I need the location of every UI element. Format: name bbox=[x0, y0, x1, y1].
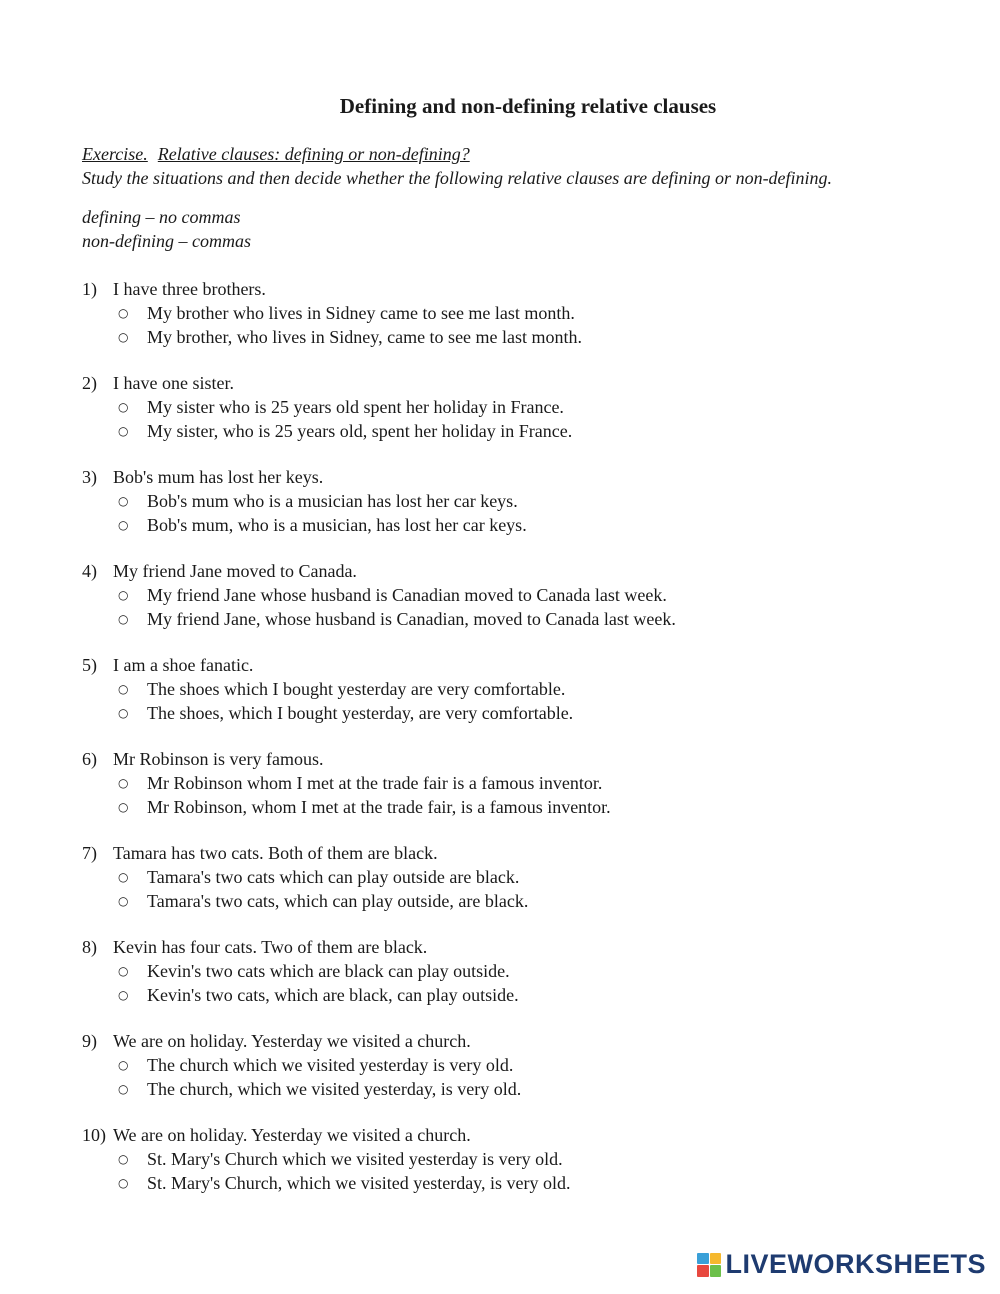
exercise-item-5 bbox=[82, 653, 982, 725]
option-defining[interactable] bbox=[82, 583, 982, 607]
page-title: Defining and non-defining relative clauses bbox=[339, 94, 717, 118]
bullet-circle-icon: ○ bbox=[118, 1082, 129, 1096]
bullet-circle-icon: ○ bbox=[118, 776, 129, 790]
bullet-circle-icon: ○ bbox=[118, 306, 129, 320]
item-number: 7) bbox=[82, 843, 97, 863]
exercise-item-1 bbox=[82, 277, 982, 349]
option-non-defining[interactable] bbox=[82, 795, 982, 819]
bullet-circle-icon: ○ bbox=[118, 518, 129, 532]
bullet-circle-icon: ○ bbox=[118, 400, 129, 414]
option-defining[interactable] bbox=[82, 1053, 982, 1077]
exercise-label: Exercise. bbox=[82, 144, 148, 164]
exercise-item-9 bbox=[82, 1029, 982, 1101]
brand-name: LIVEWORKSHEETS bbox=[725, 1249, 986, 1279]
item-situation: I am a shoe fanatic. bbox=[113, 655, 254, 675]
logo-square-yellow bbox=[710, 1253, 722, 1265]
bullet-circle-icon: ○ bbox=[118, 588, 129, 602]
option-text: St. Mary's Church which we visited yesterday is very old. bbox=[147, 1149, 563, 1169]
option-non-defining[interactable] bbox=[82, 1171, 982, 1195]
option-text: Mr Robinson whom I met at the trade fair is a famous inventor. bbox=[147, 773, 603, 793]
option-defining[interactable] bbox=[82, 489, 982, 513]
logo-square-green bbox=[710, 1265, 722, 1277]
option-text: St. Mary's Church, which we visited yesterday, is very old. bbox=[147, 1173, 571, 1193]
liveworksheets-logo-icon bbox=[697, 1253, 721, 1277]
option-text: My brother, who lives in Sidney, came to see me last month. bbox=[147, 327, 583, 347]
bullet-circle-icon: ○ bbox=[118, 424, 129, 438]
exercise-item-7 bbox=[82, 841, 982, 913]
bullet-circle-icon: ○ bbox=[118, 1176, 129, 1190]
option-text: My sister, who is 25 years old, spent her holiday in France. bbox=[147, 421, 573, 441]
option-non-defining[interactable] bbox=[82, 1077, 982, 1101]
item-number: 6) bbox=[82, 749, 97, 769]
option-text: Tamara's two cats which can play outside are black. bbox=[147, 867, 520, 887]
item-situation: Mr Robinson is very famous. bbox=[113, 749, 324, 769]
item-situation: I have one sister. bbox=[113, 373, 234, 393]
bullet-circle-icon: ○ bbox=[118, 1058, 129, 1072]
item-situation: We are on holiday. Yesterday we visited a church. bbox=[113, 1125, 471, 1145]
logo-square-red bbox=[697, 1265, 709, 1277]
item-situation: Bob's mum has lost her keys. bbox=[113, 467, 324, 487]
item-situation: I have three brothers. bbox=[113, 279, 266, 299]
option-non-defining[interactable] bbox=[82, 983, 982, 1007]
bullet-circle-icon: ○ bbox=[118, 706, 129, 720]
option-non-defining[interactable] bbox=[82, 325, 982, 349]
exercise-item-6 bbox=[82, 747, 982, 819]
bullet-circle-icon: ○ bbox=[118, 612, 129, 626]
logo-square-blue bbox=[697, 1253, 709, 1265]
option-text: The shoes which I bought yesterday are very comfortable. bbox=[147, 679, 566, 699]
exercise-item-8 bbox=[82, 935, 982, 1007]
option-text: Kevin's two cats, which are black, can play outside. bbox=[147, 985, 519, 1005]
option-non-defining[interactable] bbox=[82, 607, 982, 631]
brand-watermark bbox=[697, 1249, 986, 1280]
option-non-defining[interactable] bbox=[82, 419, 982, 443]
exercise-title: Relative clauses: defining or non-defining? bbox=[157, 144, 470, 164]
bullet-circle-icon: ○ bbox=[118, 988, 129, 1002]
item-situation: Kevin has four cats. Two of them are black. bbox=[113, 937, 428, 957]
bullet-circle-icon: ○ bbox=[118, 870, 129, 884]
item-number: 3) bbox=[82, 467, 97, 487]
option-defining[interactable] bbox=[82, 301, 982, 325]
option-defining[interactable] bbox=[82, 1147, 982, 1171]
item-number: 9) bbox=[82, 1031, 97, 1051]
option-text: My friend Jane, whose husband is Canadian, moved to Canada last week. bbox=[147, 609, 676, 629]
bullet-circle-icon: ○ bbox=[118, 800, 129, 814]
item-number: 4) bbox=[82, 561, 97, 581]
item-number: 2) bbox=[82, 373, 97, 393]
exercise-instruction: Study the situations and then decide whether the following relative clauses are defining or non-defining. bbox=[82, 168, 833, 188]
option-text: Mr Robinson, whom I met at the trade fair, is a famous inventor. bbox=[147, 797, 611, 817]
bullet-circle-icon: ○ bbox=[118, 494, 129, 508]
bullet-circle-icon: ○ bbox=[118, 682, 129, 696]
item-number: 8) bbox=[82, 937, 97, 957]
option-text: Bob's mum, who is a musician, has lost her car keys. bbox=[147, 515, 527, 535]
item-situation: Tamara has two cats. Both of them are black. bbox=[113, 843, 438, 863]
option-defining[interactable] bbox=[82, 395, 982, 419]
item-number: 10) bbox=[82, 1125, 106, 1145]
option-text: Bob's mum who is a musician has lost her car keys. bbox=[147, 491, 518, 511]
item-number: 5) bbox=[82, 655, 97, 675]
exercise-item-2 bbox=[82, 371, 982, 443]
option-text: My friend Jane whose husband is Canadian moved to Canada last week. bbox=[147, 585, 667, 605]
option-defining[interactable] bbox=[82, 677, 982, 701]
exercise-item-3 bbox=[82, 465, 982, 537]
option-text: The church, which we visited yesterday, is very old. bbox=[147, 1079, 522, 1099]
item-number: 1) bbox=[82, 279, 97, 299]
option-text: Kevin's two cats which are black can play outside. bbox=[147, 961, 510, 981]
exercise-heading bbox=[82, 144, 470, 165]
option-text: Tamara's two cats, which can play outside, are black. bbox=[147, 891, 529, 911]
bullet-circle-icon: ○ bbox=[118, 894, 129, 908]
option-defining[interactable] bbox=[82, 771, 982, 795]
option-defining[interactable] bbox=[82, 959, 982, 983]
bullet-circle-icon: ○ bbox=[118, 330, 129, 344]
key-defining: defining – no commas bbox=[82, 207, 241, 227]
option-text: The church which we visited yesterday is very old. bbox=[147, 1055, 514, 1075]
option-text: My sister who is 25 years old spent her holiday in France. bbox=[147, 397, 564, 417]
option-non-defining[interactable] bbox=[82, 889, 982, 913]
option-non-defining[interactable] bbox=[82, 701, 982, 725]
exercise-item-10 bbox=[82, 1123, 982, 1195]
exercise-item-4 bbox=[82, 559, 982, 631]
bullet-circle-icon: ○ bbox=[118, 1152, 129, 1166]
bullet-circle-icon: ○ bbox=[118, 964, 129, 978]
option-text: My brother who lives in Sidney came to see me last month. bbox=[147, 303, 575, 323]
item-situation: My friend Jane moved to Canada. bbox=[113, 561, 357, 581]
option-text: The shoes, which I bought yesterday, are very comfortable. bbox=[147, 703, 574, 723]
option-non-defining[interactable] bbox=[82, 513, 982, 537]
option-defining[interactable] bbox=[82, 865, 982, 889]
item-situation: We are on holiday. Yesterday we visited a church. bbox=[113, 1031, 471, 1051]
key-non-defining: non-defining – commas bbox=[82, 231, 251, 251]
